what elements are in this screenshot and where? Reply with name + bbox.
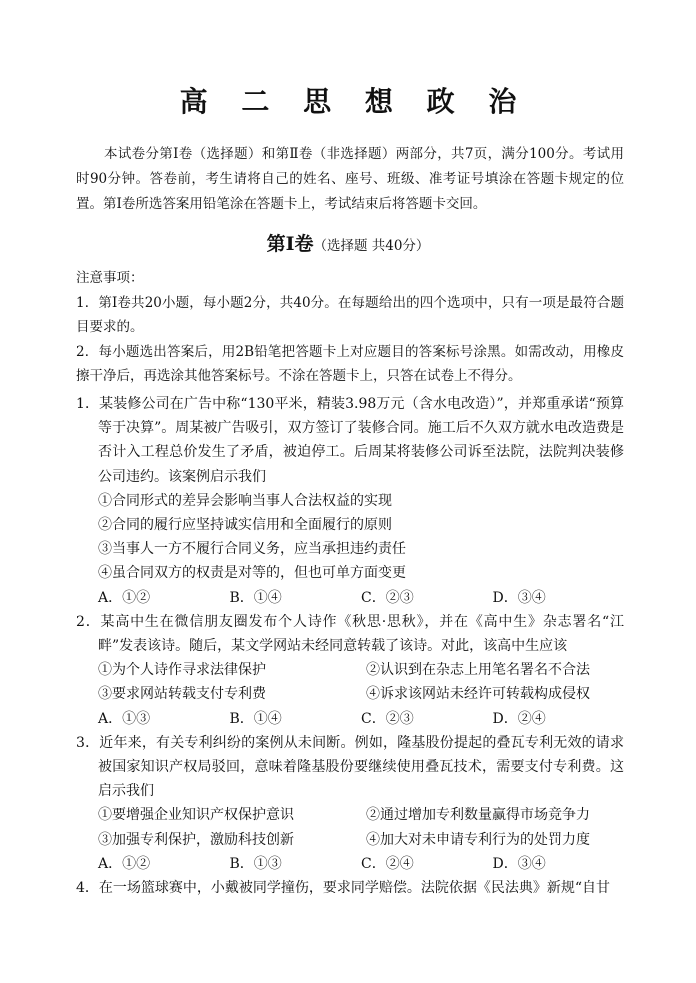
question-4 [76,876,624,900]
answer-choice-b: B．①④ [229,710,282,727]
question-stem: 4．在一场篮球赛中，小戴被同学撞伤，要求同学赔偿。法院依据《民法典》新规“自甘 [76,880,611,897]
answer-choice-d: D．②④ [492,710,546,727]
answer-choice-d: D．③④ [492,589,546,606]
note-item: 2．每小题选出答案后，用2B铅笔把答题卡上对应题目的答案标号涂黑。如需改动，用橡皮擦干净后，再选涂其他答案标号。不涂在答题卡上，只答在试卷上不得分。 [76,343,624,384]
answer-choice-a: A．①② [98,589,151,606]
answer-choices [76,707,624,731]
answer-choice-a: A．①② [98,855,151,872]
notes-heading: 注意事项： [76,270,144,286]
exam-instructions: 本试卷分第Ⅰ卷（选择题）和第Ⅱ卷（非选择题）两部分，共7页，满分100分。考试用时90分钟。答卷前，考生请将自己的姓名、座号、班级、准考证号填涂在答题卡规定的位置。第Ⅰ卷所选答案用铅笔涂在答题卡上，考试结束后将答题卡交回。 [76,146,624,212]
page-title: 高 二 思 想 政 治 [179,85,529,118]
statement-option: ③要求网站转载支付专利费 [98,686,266,703]
notes-block [76,266,624,389]
answer-choice-d: D．③④ [492,855,546,872]
question-2 [76,610,624,731]
statement-option: ①要增强企业知识产权保护意识 [98,807,294,824]
answer-choice-b: B．①④ [229,589,282,606]
note-item: 1．第Ⅰ卷共20小题，每小题2分，共40分。在每题给出的四个选项中，只有一项是最符合题目要求的。 [76,294,624,335]
section-title: 第Ⅰ卷 [266,233,314,255]
statement-option: ④诉求该网站未经许可转载构成侵权 [366,686,590,703]
section-subtitle: （选择题 共40分） [313,238,430,254]
answer-choices [76,852,624,876]
answer-choice-c: C．②③ [361,589,414,606]
statement-option: ②合同的履行应坚持诚实信用和全面履行的原则 [98,517,392,534]
statement-options [76,803,624,851]
answer-choices [76,586,624,610]
question-stem: 2．某高中生在微信朋友圈发布个人诗作《秋思·思秋》，并在《高中生》杂志署名“江畔”发表该诗。随后，某文学网站未经同意转载了该诗。对此，该高中生应该 [76,613,624,655]
question-1 [76,392,624,610]
statement-option: ②认识到在杂志上用笔名署名不合法 [366,662,590,679]
statement-option: ④虽合同双方的权责是对等的，但也可单方面变更 [98,565,406,582]
statement-option: ②通过增加专利数量赢得市场竞争力 [366,807,590,824]
question-stem: 1．某装修公司在广告中称“130平米，精装3.98万元（含水电改造）”，并郑重承诺“预算等于决算”。周某被广告吸引，双方签订了装修合同。施工后不久双方就水电改造费是否计入工程总价发生了矛盾，被迫停工。后周某将装修公司诉至法院，法院判决装修公司违约。该案例启示我们 [76,396,624,485]
answer-choice-b: B．①③ [229,855,282,872]
answer-choice-a: A．①③ [98,710,151,727]
section-heading [0,229,696,256]
statement-option: ④加大对未申请专利行为的处罚力度 [366,831,590,848]
question-stem: 3．近年来，有关专利纠纷的案例从未间断。例如，隆基股份提起的叠瓦专利无效的请求被国家知识产权局驳回，意味着隆基股份要继续使用叠瓦技术，需要支付专利费。这启示我们 [76,734,624,800]
answer-choice-c: C．②③ [361,710,414,727]
statement-option: ③当事人一方不履行合同义务，应当承担违约责任 [98,541,406,558]
statement-options [76,658,624,706]
statement-option: ①合同形式的差异会影响当事人合法权益的实现 [98,492,392,509]
statement-option: ③加强专利保护，激励科技创新 [98,831,294,848]
answer-choice-c: C．②④ [361,855,414,872]
question-3 [76,731,624,876]
statement-option: ①为个人诗作寻求法律保护 [98,662,266,679]
question-list [76,392,624,900]
